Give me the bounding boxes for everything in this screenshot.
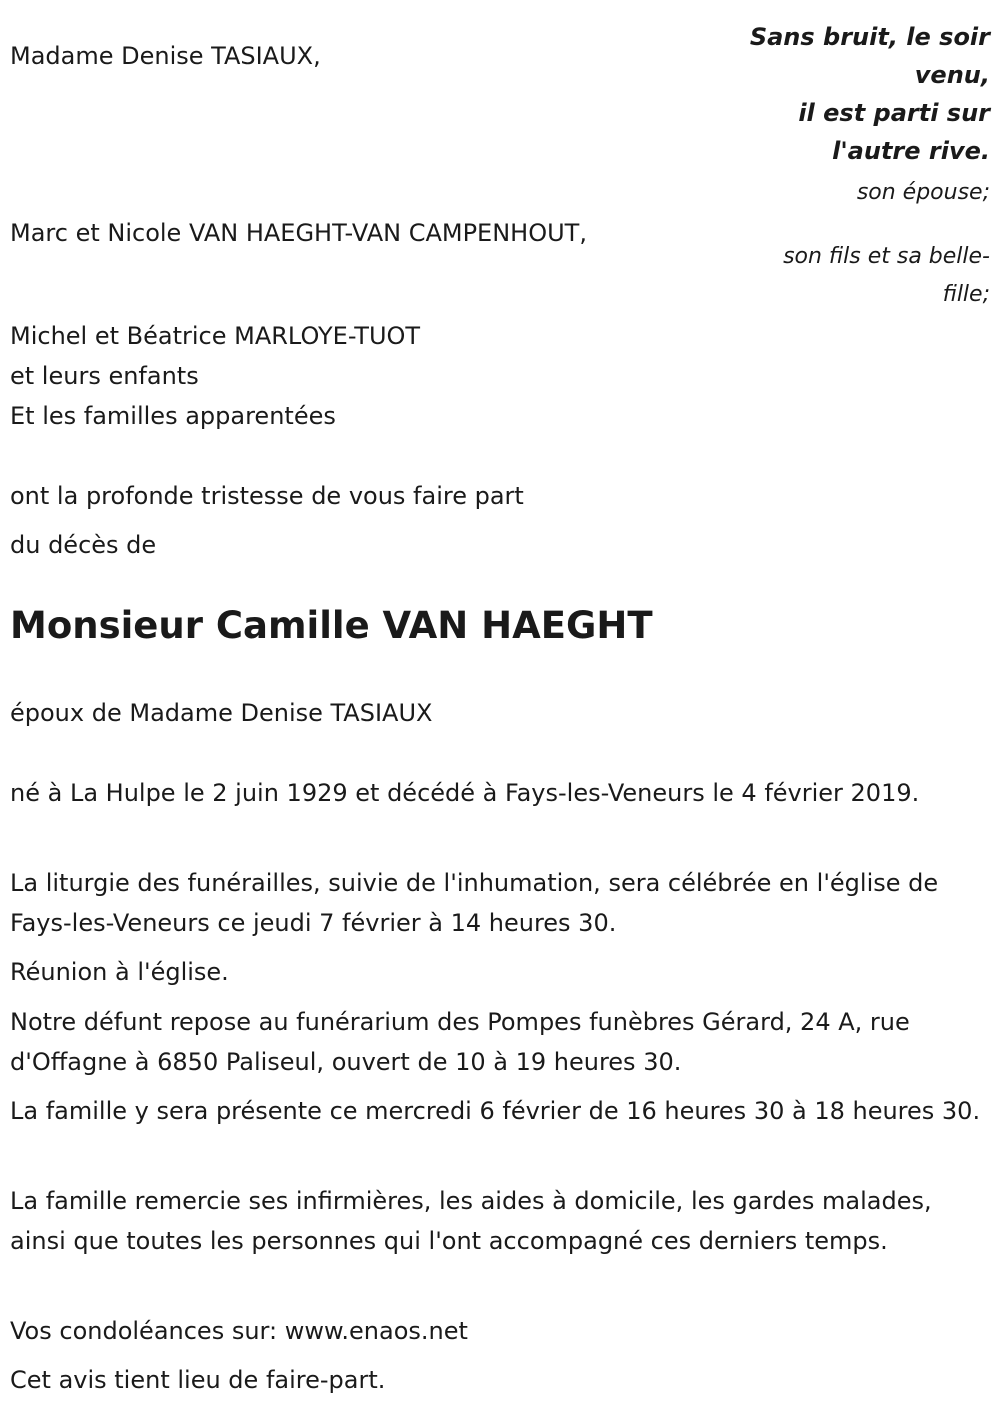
- relatives-children: et leurs enfants: [10, 362, 199, 390]
- relative-role-spouse: son épouse;: [856, 180, 990, 205]
- poem-line: il est parti sur: [798, 99, 990, 127]
- relative-name-son: Marc et Nicole VAN HAEGHT-VAN CAMPENHOUT,: [10, 219, 587, 247]
- relative-name-daughter: Michel et Béatrice MARLOYE-TUOT: [10, 322, 421, 350]
- paragraph-family-presence: La famille y sera présente ce mercredi 6 février de 16 heures 30 à 18 heures 30.: [10, 1097, 981, 1125]
- poem-line: venu,: [914, 61, 990, 89]
- poem-line: l'autre rive.: [832, 137, 990, 165]
- relative-role-son: [783, 238, 990, 314]
- relative-role-line: fille;: [942, 282, 990, 307]
- paragraph-birth-death: né à La Hulpe le 2 juin 1929 et décédé à Fays-les-Veneurs le 4 février 2019.: [10, 779, 920, 807]
- deceased-name: Monsieur Camille VAN HAEGHT: [10, 604, 653, 647]
- paragraph-notice: Cet avis tient lieu de faire-part.: [10, 1366, 386, 1394]
- paragraph-condolences: Vos condoléances sur: www.enaos.net: [10, 1317, 468, 1345]
- relative-name-spouse: Madame Denise TASIAUX,: [10, 42, 321, 70]
- paragraph-funeral-home: Notre défunt repose au funérarium des Pompes funèbres Gérard, 24 A, rue d'Offagne à 6850 Paliseul, ouvert de 10 à 19 heures 30.: [10, 1008, 910, 1076]
- paragraph-meeting: Réunion à l'église.: [10, 958, 229, 986]
- paragraph-thanks: La famille remercie ses infirmières, les aides à domicile, les gardes malades, ainsi que toutes les personnes qui l'ont accompagné ces derniers temps.: [10, 1187, 932, 1255]
- poem: [730, 18, 990, 170]
- announcement-line-1: ont la profonde tristesse de vous faire part: [10, 482, 524, 510]
- announcement-line-2: du décès de: [10, 531, 157, 559]
- paragraph-liturgy: La liturgie des funérailles, suivie de l'inhumation, sera célébrée en l'église de Fays-les-Veneurs ce jeudi 7 février à 14 heures 30.: [10, 869, 939, 937]
- deceased-spouse-line: époux de Madame Denise TASIAUX: [10, 699, 433, 727]
- relatives-families: Et les familles apparentées: [10, 402, 336, 430]
- poem-line: Sans bruit, le soir: [749, 23, 990, 51]
- relative-role-line: son fils et sa belle-: [783, 244, 990, 269]
